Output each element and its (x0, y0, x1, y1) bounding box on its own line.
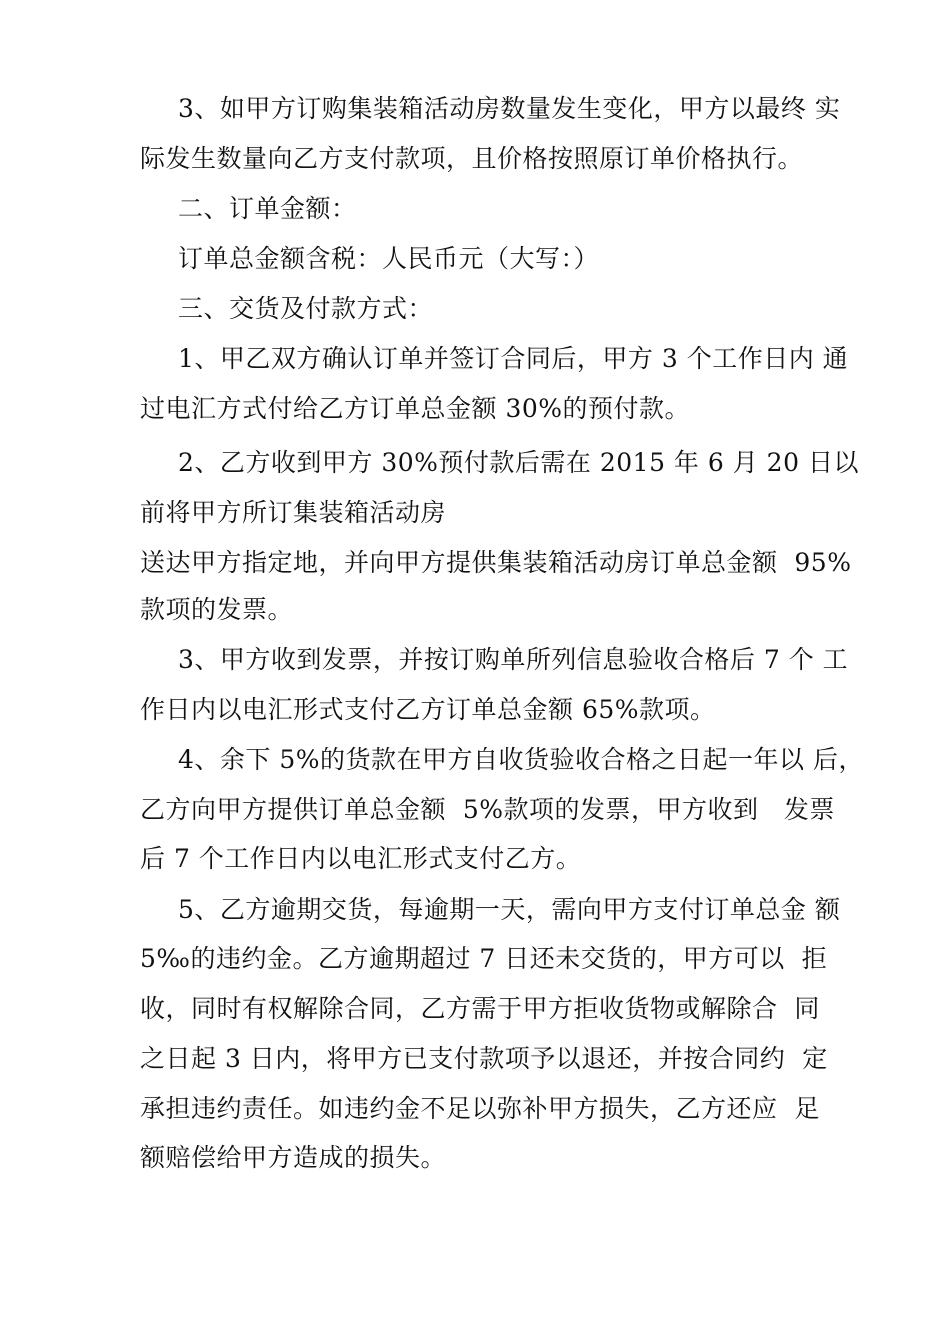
paragraph-line: 送达甲方指定地，并向甲方提供集装箱活动房订单总金额 95% (140, 548, 852, 577)
paragraph-line: 际发生数量向乙方支付款项，且价格按照原订单价格执行。 (140, 144, 804, 173)
paragraph-line: 额赔偿给甲方造成的损失。 (140, 1143, 447, 1172)
paragraph-line: 5‰的违约金。乙方逾期超过 7 日还未交货的，甲方可以 拒 (140, 944, 828, 973)
paragraph-line: 过电汇方式付给乙方订单总金额 30%的预付款。 (140, 394, 691, 423)
paragraph-line: 5、乙方逾期交货，每逾期一天，需向甲方支付订单总金 额 (178, 895, 841, 924)
paragraph-line: 前将甲方所订集装箱活动房 (140, 498, 447, 527)
paragraph-line: 后 7 个工作日内以电汇形式支付乙方。 (140, 844, 582, 873)
paragraph-line: 之日起 3 日内，将甲方已支付款项予以退还，并按合同约 定 (140, 1044, 828, 1073)
section-heading-order-amount: 二、订单金额： (178, 194, 357, 223)
paragraph-line: 收，同时有权解除合同，乙方需于甲方拒收货物或解除合 同 (140, 994, 820, 1023)
paragraph-line: 3、甲方收到发票，并按订购单所列信息验收合格后 7 个 工 (178, 645, 849, 674)
paragraph-line: 4、余下 5%的货款在甲方自收货验收合格之日起一年以 后， (178, 745, 864, 774)
paragraph-line: 订单总金额含税：人民币元（大写：） (178, 244, 600, 273)
paragraph-line: 3、如甲方订购集装箱活动房数量发生变化，甲方以最终 实 (178, 94, 841, 123)
paragraph-line: 2、乙方收到甲方 30%预付款后需在 2015 年 6 月 20 日以 (178, 448, 859, 477)
paragraph-line: 乙方向甲方提供订单总金额 5%款项的发票，甲方收到 发票 (140, 795, 835, 824)
paragraph-line: 作日内以电汇形式支付乙方订单总金额 65%款项。 (140, 695, 716, 724)
paragraph-line: 款项的发票。 (140, 595, 294, 624)
paragraph-line: 1、甲乙双方确认订单并签订合同后，甲方 3 个工作日内 通 (178, 344, 849, 373)
section-heading-delivery-payment: 三、交货及付款方式： (178, 294, 434, 323)
paragraph-line: 承担违约责任。如违约金不足以弥补甲方损失，乙方还应 足 (140, 1094, 820, 1123)
